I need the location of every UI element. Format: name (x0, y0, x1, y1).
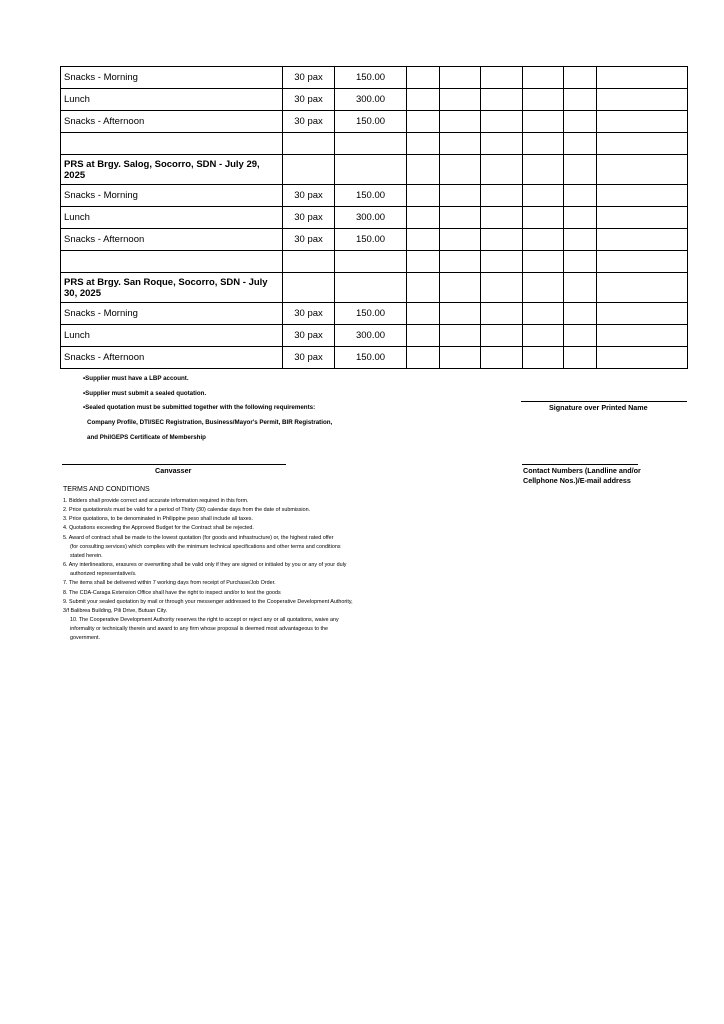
empty-cell (523, 251, 564, 273)
empty-cell (440, 89, 481, 111)
empty-cell (440, 155, 481, 185)
table-row (61, 111, 688, 133)
table-row (61, 185, 688, 207)
unit-price-cell: 300.00 (335, 89, 407, 111)
quantity-cell: 30 pax (283, 207, 335, 229)
unit-price-cell: 150.00 (335, 111, 407, 133)
empty-cell (597, 185, 688, 207)
terms-line: 6. Any interlineations, erasures or overwriting shall be valid only if they are signed or initialed by you or any of your duly (63, 562, 347, 569)
empty-cell (523, 273, 564, 303)
table-row (61, 229, 688, 251)
terms-line: government. (70, 635, 100, 642)
terms-line: 10. The Cooperative Development Authority reserves the right to accept or reject any or all quotations, waive any (70, 617, 339, 624)
empty-cell (481, 185, 523, 207)
empty-cell (481, 273, 523, 303)
empty-cell (481, 133, 523, 155)
description-cell: PRS at Brgy. Salog, Socorro, SDN - July 29, 2025 (61, 155, 283, 185)
empty-cell (407, 347, 440, 369)
quantity-cell: 30 pax (283, 229, 335, 251)
empty-cell (564, 185, 597, 207)
unit-price-cell: 300.00 (335, 207, 407, 229)
quantity-cell: 30 pax (283, 347, 335, 369)
empty-cell (564, 325, 597, 347)
terms-line: authorized representative/s. (70, 571, 137, 578)
requirement-list-line1: Company Profile, DTI/SEC Registration, Business/Mayor's Permit, BIR Registration, (87, 419, 333, 426)
empty-cell (564, 347, 597, 369)
empty-cell (481, 155, 523, 185)
empty-cell (440, 273, 481, 303)
empty-cell (407, 325, 440, 347)
empty-cell (564, 207, 597, 229)
empty-cell (407, 111, 440, 133)
empty-cell (440, 347, 481, 369)
empty-cell (440, 303, 481, 325)
unit-price-cell: 300.00 (335, 325, 407, 347)
unit-price-cell: 150.00 (335, 67, 407, 89)
empty-cell (481, 229, 523, 251)
description-cell: Snacks - Afternoon (61, 347, 283, 369)
contact-label (523, 466, 641, 486)
contact-line2: Cellphone Nos.)/E-mail address (523, 476, 631, 485)
description-cell: PRS at Brgy. San Roque, Socorro, SDN - July 30, 2025 (61, 273, 283, 303)
empty-cell (597, 347, 688, 369)
empty-cell (407, 207, 440, 229)
quantity-cell: 30 pax (283, 325, 335, 347)
empty-cell (481, 111, 523, 133)
description-cell: Snacks - Morning (61, 67, 283, 89)
empty-cell (407, 89, 440, 111)
requirement-sealed: •Supplier must submit a sealed quotation. (83, 390, 207, 397)
terms-line: 7. The items shall be delivered within 7 working days from receipt of Purchase/Job Order. (63, 580, 276, 587)
empty-cell (564, 89, 597, 111)
empty-cell (481, 347, 523, 369)
empty-cell (597, 325, 688, 347)
empty-cell (481, 67, 523, 89)
empty-cell (597, 251, 688, 273)
empty-cell (564, 67, 597, 89)
empty-cell (440, 325, 481, 347)
quotation-table (60, 66, 688, 369)
spacer-row (61, 133, 688, 155)
empty-cell (407, 133, 440, 155)
description-cell (61, 133, 283, 155)
table-row (61, 67, 688, 89)
unit-price-cell (335, 155, 407, 185)
table-row (61, 89, 688, 111)
contact-line1: Contact Numbers (Landline and/or (523, 466, 641, 475)
empty-cell (407, 303, 440, 325)
empty-cell (597, 303, 688, 325)
empty-cell (523, 111, 564, 133)
empty-cell (564, 229, 597, 251)
requirement-submitted-with: •Sealed quotation must be submitted together with the following requirements: (83, 404, 316, 411)
empty-cell (440, 229, 481, 251)
table-row (61, 325, 688, 347)
table-row (61, 303, 688, 325)
empty-cell (481, 89, 523, 111)
terms-line: (for consulting services) which complies with the minimum technical specifications and other terms and conditions (70, 543, 341, 550)
terms-title: TERMS AND CONDITIONS (63, 486, 150, 493)
terms-line: informality or technically therein and award to any firm whose proposal is deemed most advantageous to the (70, 626, 328, 633)
terms-line: 8. The CDA-Caraga Extension Office shall have the right to inspect and/or to test the goods (63, 589, 281, 596)
description-cell: Lunch (61, 89, 283, 111)
unit-price-cell (335, 273, 407, 303)
unit-price-cell (335, 251, 407, 273)
empty-cell (564, 303, 597, 325)
quantity-cell (283, 273, 335, 303)
empty-cell (523, 303, 564, 325)
empty-cell (407, 273, 440, 303)
spacer-row (61, 251, 688, 273)
empty-cell (440, 67, 481, 89)
empty-cell (523, 133, 564, 155)
empty-cell (440, 251, 481, 273)
empty-cell (597, 273, 688, 303)
unit-price-cell: 150.00 (335, 185, 407, 207)
quantity-cell: 30 pax (283, 303, 335, 325)
empty-cell (597, 111, 688, 133)
empty-cell (523, 185, 564, 207)
signature-label: Signature over Printed Name (549, 403, 648, 412)
empty-cell (523, 67, 564, 89)
empty-cell (597, 67, 688, 89)
signature-line (521, 401, 687, 402)
unit-price-cell: 150.00 (335, 303, 407, 325)
empty-cell (481, 251, 523, 273)
empty-cell (440, 185, 481, 207)
quantity-cell: 30 pax (283, 111, 335, 133)
terms-line: 1. Bidders shall provide correct and accurate information required in this form. (63, 498, 249, 504)
empty-cell (481, 207, 523, 229)
description-cell: Snacks - Afternoon (61, 111, 283, 133)
terms-line: 3/f Balibrea Building, Pili Drive, Butuan City. (63, 607, 168, 614)
canvasser-label: Canvasser (155, 466, 192, 475)
empty-cell (481, 325, 523, 347)
terms-line: 9. Submit your sealed quotation by mail or through your messenger addressed to the Cooperative Development Authority, (63, 598, 353, 605)
table-row (61, 207, 688, 229)
empty-cell (440, 111, 481, 133)
section-header-row (61, 273, 688, 303)
terms-line: 4. Quotations exceeding the Approved Budget for the Contract shall be rejected. (63, 525, 254, 532)
empty-cell (440, 133, 481, 155)
empty-cell (597, 229, 688, 251)
empty-cell (407, 251, 440, 273)
quantity-cell: 30 pax (283, 89, 335, 111)
description-cell: Snacks - Morning (61, 185, 283, 207)
empty-cell (564, 273, 597, 303)
description-cell (61, 251, 283, 273)
quantity-cell: 30 pax (283, 67, 335, 89)
empty-cell (597, 89, 688, 111)
quantity-cell: 30 pax (283, 185, 335, 207)
empty-cell (597, 207, 688, 229)
terms-line: 2. Price quotations/s must be valid for a period of Thirty (30) calendar days from the date of submission. (63, 507, 311, 514)
empty-cell (523, 155, 564, 185)
canvasser-line (62, 464, 286, 465)
requirement-lbp: •Supplier must have a LBP account. (83, 375, 189, 382)
section-header-row (61, 155, 688, 185)
empty-cell (407, 155, 440, 185)
unit-price-cell: 150.00 (335, 347, 407, 369)
empty-cell (407, 185, 440, 207)
empty-cell (597, 133, 688, 155)
empty-cell (440, 207, 481, 229)
empty-cell (407, 229, 440, 251)
requirement-list-line2: and PhilGEPS Certificate of Membership (87, 434, 206, 441)
description-cell: Lunch (61, 325, 283, 347)
empty-cell (523, 325, 564, 347)
empty-cell (564, 111, 597, 133)
terms-line: 5. Award of contract shall be made to the lowest quotation (for goods and infrastructure) or, the highest rated offer (63, 534, 334, 541)
empty-cell (523, 347, 564, 369)
empty-cell (564, 251, 597, 273)
quantity-cell (283, 155, 335, 185)
quantity-cell (283, 133, 335, 155)
unit-price-cell (335, 133, 407, 155)
empty-cell (564, 155, 597, 185)
empty-cell (523, 89, 564, 111)
contact-line (522, 464, 638, 465)
terms-line: 3. Price quotations, to be denominated in Philippine peso shall include all taxes. (63, 516, 253, 523)
description-cell: Lunch (61, 207, 283, 229)
quantity-cell (283, 251, 335, 273)
description-cell: Snacks - Afternoon (61, 229, 283, 251)
empty-cell (597, 155, 688, 185)
unit-price-cell: 150.00 (335, 229, 407, 251)
table-row (61, 347, 688, 369)
empty-cell (523, 207, 564, 229)
empty-cell (564, 133, 597, 155)
empty-cell (481, 303, 523, 325)
empty-cell (407, 67, 440, 89)
terms-line: stated herein. (70, 552, 103, 559)
terms-list (63, 497, 353, 644)
description-cell: Snacks - Morning (61, 303, 283, 325)
empty-cell (523, 229, 564, 251)
